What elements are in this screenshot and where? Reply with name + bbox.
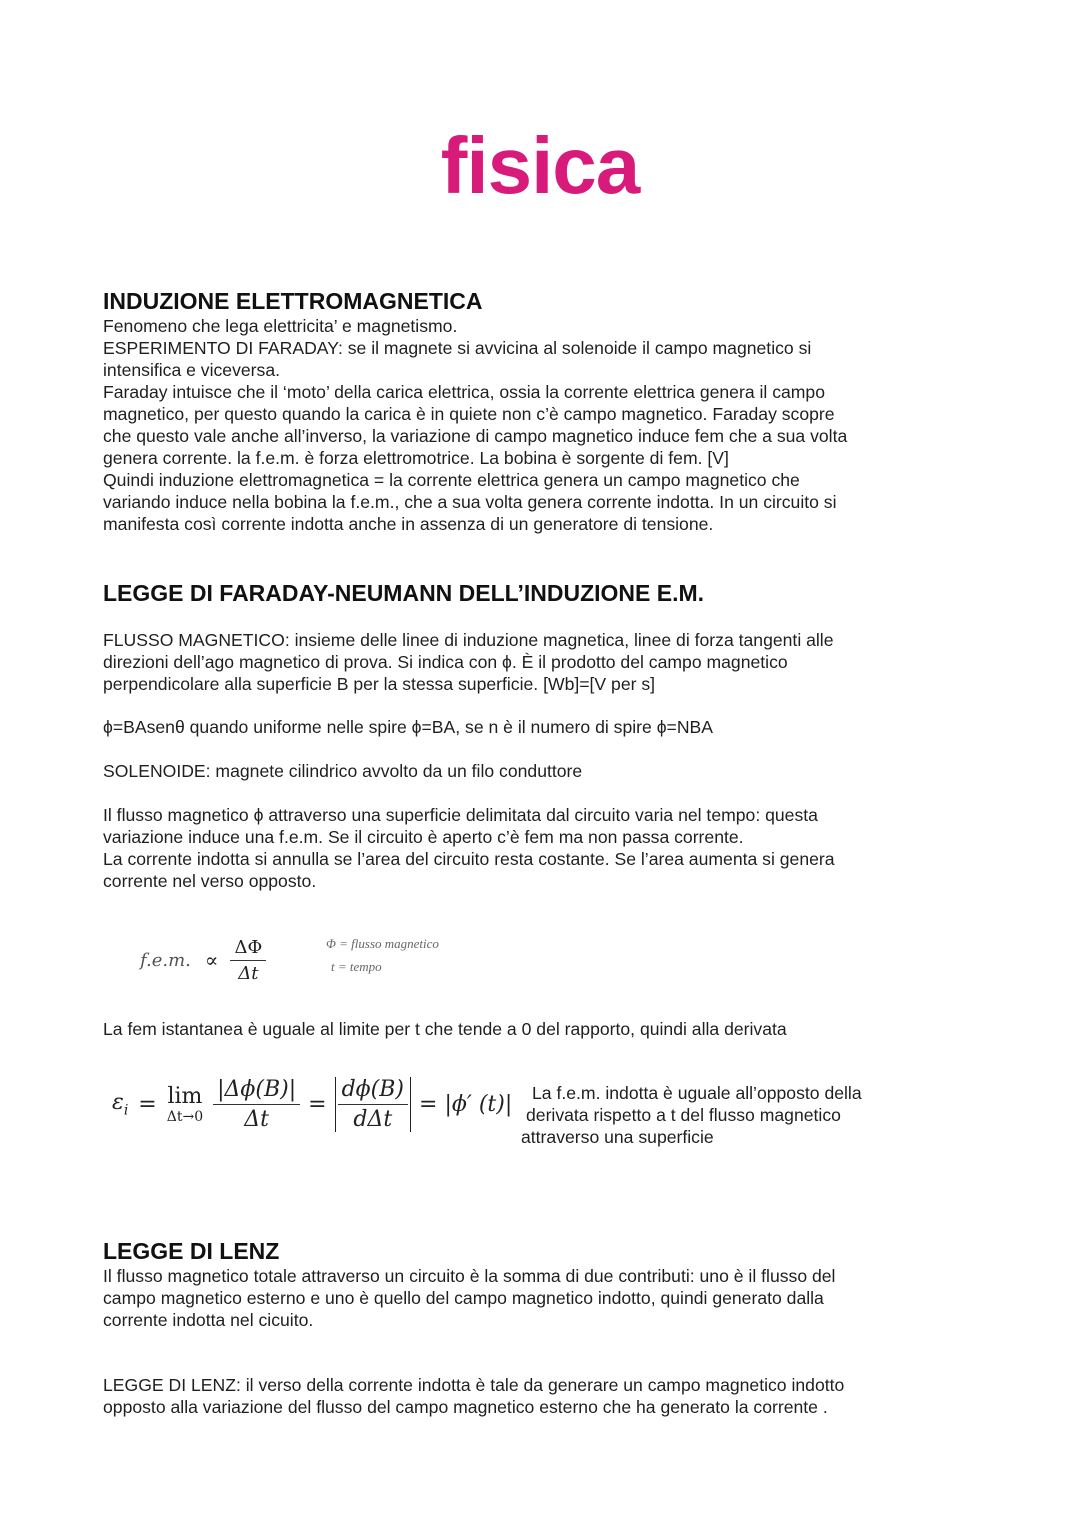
- text-line: direzioni dell’ago magnetico di prova. Si indica con ϕ. È il prodotto del campo magnetico: [103, 652, 788, 672]
- text-line: variando induce nella bobina la f.e.m., che a sua volta genera corrente indotta. In un circuito si: [103, 492, 837, 512]
- fraction-numerator: dϕ(B): [338, 1077, 408, 1105]
- text-line: manifesta così corrente indotta anche in assenza di un generatore di tensione.: [103, 514, 714, 534]
- fraction-derivative: [338, 1077, 408, 1132]
- text-line: intensifica e viceversa.: [103, 360, 280, 380]
- text-line: LEGGE DI LENZ: il verso della corrente indotta è tale da generare un campo magnetico indotto: [103, 1375, 845, 1395]
- fraction-abs-delta-phi: [213, 1077, 300, 1132]
- fraction-numerator: ΔΦ: [230, 937, 266, 961]
- limit-text: lim: [167, 1083, 203, 1109]
- fraction-numerator: |Δϕ(B)|: [213, 1077, 300, 1105]
- epsilon-subscript: i: [123, 1102, 129, 1119]
- text-line: Fenomeno che lega elettricita’ e magnetismo.: [103, 316, 458, 336]
- text-line: attraverso una superficie: [521, 1127, 714, 1147]
- heading-induzione: INDUZIONE ELETTROMAGNETICA: [103, 288, 483, 314]
- text-line: corrente nel verso opposto.: [103, 871, 317, 891]
- text-line: La corrente indotta si annulla se l’area del circuito resta costante. Se l’area aumenta si genera: [103, 849, 835, 869]
- page-title: fisica: [440, 121, 640, 210]
- text-line: ESPERIMENTO DI FARADAY: se il magnete si avvicina al solenoide il campo magnetico si: [103, 338, 812, 358]
- text-line: corrente indotta nel cicuito.: [103, 1310, 314, 1330]
- fraction-denominator: Δt: [244, 1106, 269, 1132]
- limit-operator: [167, 1084, 203, 1125]
- text-line: perpendicolare alla superficie B per la stessa superficie. [Wb]=[V per s]: [103, 674, 656, 694]
- legend-flusso: Φ = flusso magnetico: [326, 936, 439, 951]
- equation-fem-istantanea: [112, 1064, 512, 1144]
- paragraph-limite: La fem istantanea è uguale al limite per t che tende a 0 del rapporto, quindi alla derivata: [103, 1019, 787, 1039]
- equation-fem-proporzionale: [140, 932, 266, 988]
- paragraph-lenz: [103, 1265, 973, 1331]
- fraction-denominator: dΔt: [353, 1106, 393, 1132]
- epsilon-letter: ε: [112, 1089, 124, 1115]
- paragraph-variazione: [103, 804, 973, 892]
- text-line: campo magnetico esterno e uno è quello del campo magnetico indotto, quindi generato dalla: [103, 1288, 824, 1308]
- fraction-delta-phi: [230, 937, 266, 984]
- text-line: Il flusso magnetico ϕ attraverso una superficie delimitata dal circuito varia nel tempo: questa: [103, 805, 818, 825]
- text-line: magnetico, per questo quando la carica è in quiete non c’è campo magnetico. Faraday scopre: [103, 404, 835, 424]
- text-line: Quindi induzione elettromagnetica = la corrente elettrica genera un campo magnetico che: [103, 470, 800, 490]
- equation-note: [521, 1082, 862, 1148]
- text-line: Il flusso magnetico totale attraverso un circuito è la somma di due contributi: uno è il flusso del: [103, 1266, 836, 1286]
- legend-tempo: t = tempo: [331, 959, 382, 974]
- formula-flusso: ϕ=BAsenθ quando uniforme nelle spire ϕ=BA, se n è il numero di spire ϕ=NBA: [103, 717, 713, 737]
- text-line: FLUSSO MAGNETICO: insieme delle linee di induzione magnetica, linee di forza tangenti alle: [103, 630, 834, 650]
- equals-sign: =: [138, 1091, 157, 1117]
- absolute-value-bars: [335, 1077, 411, 1132]
- text-line: Faraday intuisce che il ‘moto’ della carica elettrica, ossia la corrente elettrica genera il campo: [103, 382, 826, 402]
- eq-lhs: f.e.m.: [140, 949, 191, 971]
- text-line: opposto alla variazione del flusso del campo magnetico esterno che ha generato la corrente .: [103, 1397, 828, 1417]
- derivative-rhs: = |ϕ′ (t)|: [419, 1091, 513, 1117]
- text-line: che questo vale anche all’inverso, la variazione di campo magnetico induce fem che a sua volta: [103, 426, 848, 446]
- text-line: La f.e.m. indotta è uguale all’opposto della: [532, 1083, 862, 1103]
- paragraph-induzione: [103, 315, 973, 535]
- heading-faraday-neumann: LEGGE DI FARADAY-NEUMANN DELL’INDUZIONE E.M.: [103, 580, 705, 606]
- text-line: genera corrente. la f.e.m. è forza elettromotrice. La bobina è sorgente di fem. [V]: [103, 448, 729, 468]
- proportional-symbol: ∝: [204, 948, 219, 972]
- heading-lenz: LEGGE DI LENZ: [103, 1238, 280, 1264]
- paragraph-flusso: [103, 629, 973, 695]
- epsilon-symbol: [112, 1090, 128, 1118]
- text-line: variazione induce una f.e.m. Se il circuito è aperto c’è fem ma non passa corrente.: [103, 827, 744, 847]
- text-line: derivata rispetto a t del flusso magnetico: [526, 1105, 841, 1125]
- limit-subscript: Δt→0: [166, 1108, 204, 1125]
- paragraph-legge-lenz: [103, 1374, 973, 1418]
- fraction-denominator: Δt: [238, 962, 259, 984]
- equals-sign: =: [308, 1091, 327, 1117]
- paragraph-solenoide: SOLENOIDE: magnete cilindrico avvolto da un filo conduttore: [103, 761, 583, 781]
